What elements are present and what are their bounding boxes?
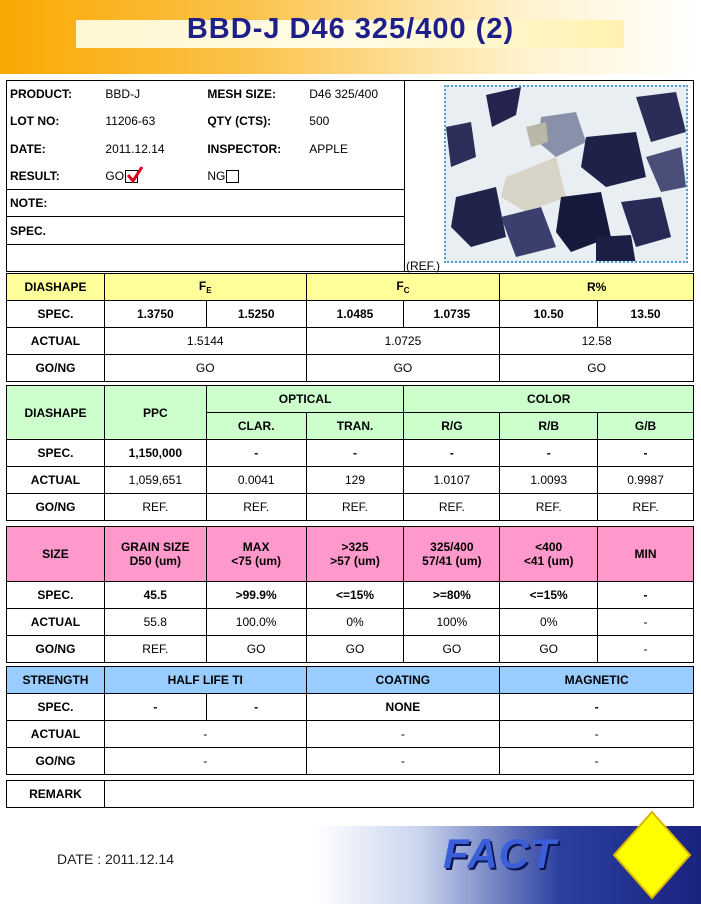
spec-cell: - [104,694,206,721]
strength-header: STRENGTH [7,667,105,694]
size-header: SIZE [7,527,105,582]
col-header: TRAN. [306,413,404,440]
optical-header: OPTICAL [206,386,404,413]
actual-cell: 1.0725 [306,328,500,355]
color-header: COLOR [404,386,694,413]
actual-cell: 100% [404,609,500,636]
col-header: R/B [500,413,598,440]
size-table [6,526,694,663]
actual-label: ACTUAL [7,721,105,748]
qty-label: QTY (CTS): [207,114,272,129]
inspector-value: APPLE [309,141,348,156]
lot-label: LOT NO: [10,114,60,129]
shape-header: DIASHAPE [7,274,105,301]
result-label: RESULT: [7,162,103,189]
actual-cell: - [598,609,694,636]
spec-label: SPEC. [7,582,105,609]
gong-cell: - [500,748,694,775]
mesh-value: D46 325/400 [309,87,378,102]
fe-header: $F_E$ [104,274,306,301]
gong-cell: REF. [104,494,206,521]
gong-cell: GO [206,636,306,663]
size-col-header: MAX <75 (um) [206,527,306,582]
size-col-header: 325/400 57/41 (um) [404,527,500,582]
gong-label: GO/NG [7,636,105,663]
gong-cell: GO [500,355,694,382]
spec-cell: - [306,440,404,467]
gong-cell: REF. [404,494,500,521]
spec-cell: 10.50 [500,301,598,328]
note-label: NOTE: [7,190,103,217]
mesh-label: MESH SIZE: [207,87,276,102]
gong-cell: - [104,748,306,775]
actual-cell: - [104,721,306,748]
magnetic-header: MAGNETIC [500,667,694,694]
spec-value [102,217,404,244]
product-label: PRODUCT: [10,87,72,102]
gong-cell: REF. [306,494,404,521]
spec-cell: 1,150,000 [104,440,206,467]
actual-cell: 12.58 [500,328,694,355]
actual-cell: 0.9987 [598,467,694,494]
go-checkbox[interactable] [125,170,138,183]
shape-table [6,273,694,382]
result-ng [204,162,404,189]
spec-label: SPEC. [7,694,105,721]
actual-label: ACTUAL [7,609,105,636]
gong-cell: REF. [206,494,306,521]
spec-cell: - [206,694,306,721]
note-value [102,190,404,217]
size-col-header: MIN [598,527,694,582]
checkmark-icon [125,165,145,185]
qty-value: 500 [309,114,330,129]
spec-cell: >=80% [404,582,500,609]
gong-cell: REF. [500,494,598,521]
gong-cell: GO [104,355,306,382]
gong-cell: REF. [598,494,694,521]
ng-checkbox[interactable] [226,170,239,183]
actual-cell: 55.8 [104,609,206,636]
gong-cell: GO [500,636,598,663]
ng-label: NG [207,168,226,183]
actual-cell: 1,059,651 [104,467,206,494]
optical-diashape-header: DIASHAPE [7,386,105,440]
optical-table [6,385,694,521]
spec-cell: - [500,440,598,467]
spec-cell: 13.50 [598,301,694,328]
spec-cell: 1.0485 [306,301,404,328]
go-label: GO [105,168,125,183]
col-header: G/B [598,413,694,440]
actual-cell: 0.0041 [206,467,306,494]
spec-cell: - [598,582,694,609]
spec-cell: - [404,440,500,467]
result-go [102,162,204,189]
reference-caption: (REF.) [406,259,440,273]
lot-value: 11206-63 [105,114,156,129]
date-label: DATE: [10,141,46,156]
spec-cell: 1.3750 [104,301,206,328]
coating-header: COATING [306,667,500,694]
col-header: CLAR. [206,413,306,440]
spec-cell: - [500,694,694,721]
fc-header: $F_C$ [306,274,500,301]
spec-cell: NONE [306,694,500,721]
gong-cell: GO [306,355,500,382]
gong-cell: GO [404,636,500,663]
date-value: 2011.12.14 [105,141,165,156]
spec-cell: <=15% [306,582,404,609]
product-value: BBD-J [105,87,141,102]
gong-cell: GO [306,636,404,663]
gong-cell: - [598,636,694,663]
actual-cell: 0% [306,609,404,636]
actual-cell: 0% [500,609,598,636]
remark-value [104,781,693,808]
half-life-header: HALF LIFE TI [104,667,306,694]
gong-label: GO/NG [7,748,105,775]
actual-cell: 1.0107 [404,467,500,494]
strength-table [6,666,694,775]
spec-cell: <=15% [500,582,598,609]
gong-cell: - [306,748,500,775]
inspector-label: INSPECTOR: [207,141,282,156]
remark-table [6,780,694,808]
spec-cell: - [598,440,694,467]
spec-cell: - [206,440,306,467]
spec-label: SPEC. [7,301,105,328]
size-col-header: >325 >57 (um) [306,527,404,582]
spec-label: SPEC. [7,217,103,244]
col-header: R/G [404,413,500,440]
r-header: R% [500,274,694,301]
spec-cell: 1.0735 [404,301,500,328]
size-col-header: <400 <41 (um) [500,527,598,582]
actual-cell: 129 [306,467,404,494]
diamond-logo-icon [612,810,692,900]
gong-cell: REF. [104,636,206,663]
actual-label: ACTUAL [7,328,105,355]
fact-logo: FACT [443,830,557,877]
gong-label: GO/NG [7,494,105,521]
actual-cell: 1.5144 [104,328,306,355]
actual-cell: 1.0093 [500,467,598,494]
spec-cell: 45.5 [104,582,206,609]
ppc-header: PPC [104,386,206,440]
actual-label: ACTUAL [7,467,105,494]
reference-photo [444,85,688,263]
actual-cell: 100.0% [206,609,306,636]
size-col-header: GRAIN SIZE D50 (um) [104,527,206,582]
page-title: BBD-J D46 325/400 (2) [186,13,515,45]
actual-cell: - [306,721,500,748]
remark-label: REMARK [7,781,105,808]
gong-label: GO/NG [7,355,105,382]
spec-cell: >99.9% [206,582,306,609]
spec-label: SPEC. [7,440,105,467]
footer-date: DATE : 2011.12.14 [57,851,174,867]
actual-cell: - [500,721,694,748]
spec-cell: 1.5250 [206,301,306,328]
